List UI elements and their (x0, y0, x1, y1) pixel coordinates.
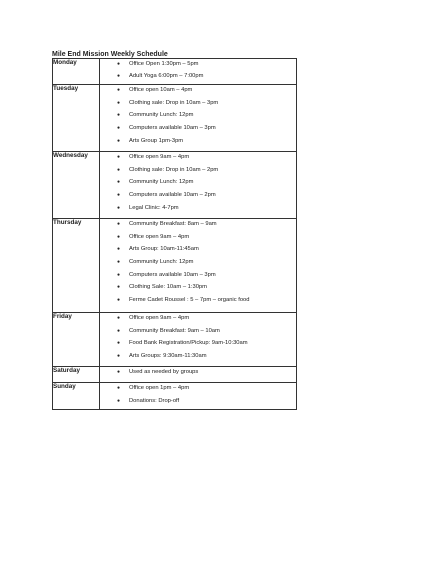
schedule-table (52, 58, 297, 410)
schedule-item-text: Clothing sale: Drop in 10am – 3pm (129, 99, 219, 106)
page-title: Mile End Mission Weekly Schedule (52, 51, 168, 58)
bullet-icon: ● (117, 112, 121, 119)
day-items-saturday (100, 367, 297, 383)
schedule-item-text: Clothing sale: Drop in 10am – 2pm (129, 166, 219, 173)
bullet-icon: ● (117, 369, 121, 375)
schedule-item-text: Arts Group 1pm-3pm (129, 137, 184, 144)
bullet-icon: ● (117, 166, 121, 173)
schedule-row-friday (53, 313, 297, 367)
schedule-item (100, 72, 296, 84)
schedule-item-text: Community Lunch: 12pm (129, 179, 194, 186)
schedule-item-text: Office Open 1:30pm – 5pm (129, 61, 199, 67)
schedule-item (100, 271, 296, 284)
day-label-tuesday: Tuesday (53, 85, 100, 152)
day-label-friday: Friday (53, 313, 100, 367)
schedule-item (100, 86, 296, 99)
schedule-item (100, 352, 296, 365)
bullet-icon: ● (117, 233, 121, 240)
schedule-item (100, 124, 296, 137)
schedule-item-text: Office open 1pm – 4pm (129, 385, 190, 391)
day-label-sunday: Sunday (53, 383, 100, 410)
bullet-icon: ● (117, 154, 121, 160)
day-label-thursday: Thursday (53, 219, 100, 313)
schedule-item (100, 245, 296, 258)
schedule-row-tuesday (53, 85, 297, 152)
schedule-item (100, 178, 296, 191)
schedule-row-wednesday (53, 152, 297, 219)
schedule-item (100, 397, 296, 410)
schedule-row-sunday (53, 383, 297, 410)
schedule-item (100, 384, 296, 397)
day-label-wednesday: Wednesday (53, 152, 100, 219)
bullet-icon: ● (117, 61, 121, 67)
day-label-saturday: Saturday (53, 367, 100, 383)
schedule-item (100, 314, 296, 327)
bullet-icon: ● (117, 221, 121, 227)
schedule-item-text: Arts Groups: 9:30am-11:30am (129, 353, 207, 360)
bullet-icon: ● (117, 259, 121, 266)
schedule-item (100, 339, 296, 352)
schedule-item (100, 153, 296, 166)
bullet-icon: ● (117, 340, 121, 347)
bullet-icon: ● (117, 271, 121, 278)
day-items-thursday (100, 219, 297, 313)
schedule-item (100, 233, 296, 246)
bullet-icon: ● (117, 179, 121, 186)
bullet-icon: ● (117, 297, 121, 304)
schedule-item-text: Computers available 10am – 3pm (129, 271, 216, 278)
bullet-icon: ● (117, 327, 121, 334)
schedule-row-thursday (53, 219, 297, 313)
schedule-item-text: Community Lunch: 12pm (129, 112, 194, 119)
schedule-item-text: Computers available 10am – 3pm (129, 125, 216, 132)
bullet-icon: ● (117, 353, 121, 360)
schedule-item (100, 137, 296, 150)
schedule-item (100, 220, 296, 233)
schedule-item (100, 258, 296, 271)
schedule-item-text: Computers available 10am – 2pm (129, 192, 216, 199)
schedule-item-text: Ferme Cadet Roussel : 5 – 7pm – organic food (129, 297, 250, 304)
day-items-wednesday (100, 152, 297, 219)
schedule-row-monday (53, 59, 297, 85)
schedule-item-text: Community Breakfast: 9am – 10am (129, 327, 220, 334)
bullet-icon: ● (117, 73, 121, 79)
bullet-icon: ● (117, 87, 121, 93)
schedule-item (100, 283, 296, 296)
schedule-item-text: Donations: Drop-off (129, 397, 180, 404)
bullet-icon: ● (117, 385, 121, 391)
schedule-item (100, 166, 296, 179)
schedule-item-text: Community Breakfast: 8am – 9am (129, 221, 217, 227)
schedule-item-text: Office open 9am – 4pm (129, 154, 190, 160)
bullet-icon: ● (117, 125, 121, 132)
schedule-item-text: Legal Clinic: 4-7pm (129, 204, 179, 211)
day-items-tuesday (100, 85, 297, 152)
day-items-friday (100, 313, 297, 367)
schedule-item-text: Office open 10am – 4pm (129, 87, 193, 93)
schedule-item-text: Office open 9am – 4pm (129, 315, 190, 321)
schedule-item (100, 111, 296, 124)
schedule-item (100, 99, 296, 112)
schedule-item (100, 204, 296, 217)
bullet-icon: ● (117, 192, 121, 199)
bullet-icon: ● (117, 204, 121, 211)
schedule-row-saturday (53, 367, 297, 383)
schedule-item (100, 296, 296, 309)
bullet-icon: ● (117, 137, 121, 144)
day-label-monday: Monday (53, 59, 100, 85)
schedule-item (100, 60, 296, 72)
schedule-item-text: Office open 9am – 4pm (129, 233, 190, 240)
schedule-item (100, 368, 296, 381)
schedule-item (100, 191, 296, 204)
schedule-item-text: Used as needed by groups (129, 369, 199, 375)
schedule-item-text: Community Lunch: 12pm (129, 259, 194, 266)
schedule-item-text: Clothing Sale: 10am – 1:30pm (129, 284, 207, 291)
bullet-icon: ● (117, 284, 121, 291)
schedule-item-text: Adult Yoga 6:00pm – 7:00pm (129, 73, 204, 79)
schedule-item-text: Arts Group: 10am-11:45am (129, 246, 199, 253)
day-items-sunday (100, 383, 297, 410)
day-items-monday (100, 59, 297, 85)
schedule-item (100, 327, 296, 340)
bullet-icon: ● (117, 99, 121, 106)
bullet-icon: ● (117, 397, 121, 404)
bullet-icon: ● (117, 315, 121, 321)
schedule-item-text: Food Bank Registration/Pickup: 9am-10:30am (129, 340, 248, 347)
bullet-icon: ● (117, 246, 121, 253)
